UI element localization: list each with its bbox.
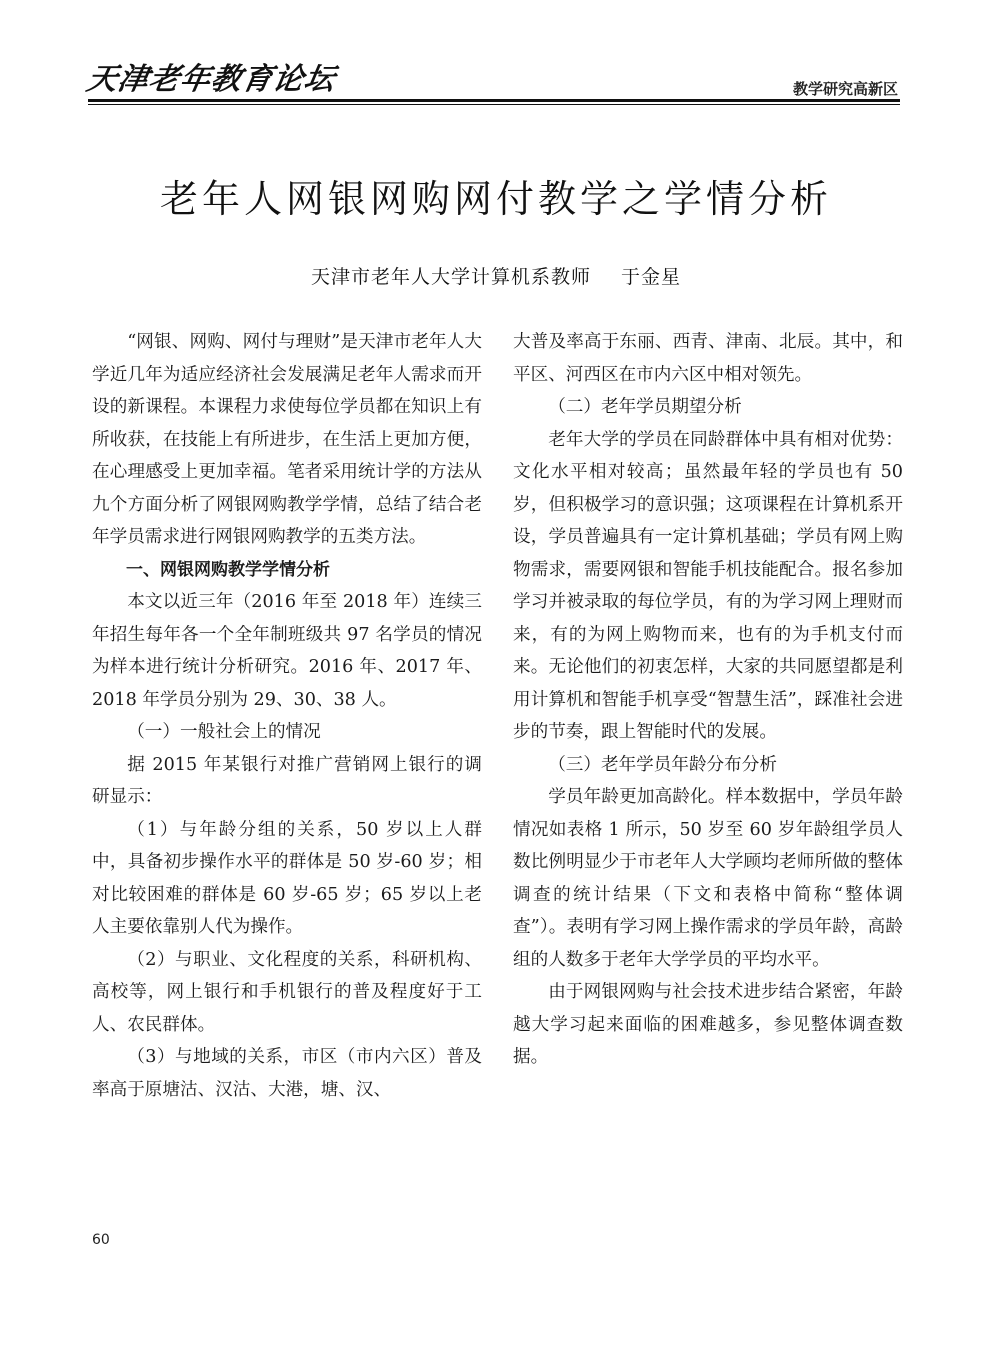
paragraph-region-relation: （3）与地域的关系，市区（市内六区）普及率高于原塘沽、汉沽、大港，塘、汉、 [92, 1047, 482, 1100]
paragraph-sample: 本文以近三年（2016 年至 2018 年）连续三年招生每年各一个全年制班级共 97 名学员的情况为样本进行统计分析研究。2016 年、2017 年、2018 年学员分别为 29、30、38 人。 [92, 592, 482, 710]
header-rule-thin [88, 104, 900, 105]
paragraph-intro: “网银、网购、网付与理财”是天津市老年人大学近几年为适应经济社会发展满足老年人需求而开设的新课程。本课程力求使每位学员都在知识上有所收获，在技能上有所进步，在生活上更加方便，在心理感受上更加幸福。笔者采用统计学的方法从九个方面分析了网银网购教学学情，总结了结合老年学员需求进行网银网购教学的五类方法。 [92, 332, 482, 547]
author-name: 于金星 [621, 266, 682, 288]
paragraph-difficulty: 由于网银网购与社会技术进步结合紧密，年龄越大学习起来面临的困难越多，参见整体调查数据。 [513, 982, 903, 1067]
paragraph-region-continued: 大普及率高于东丽、西青、津南、北辰。其中，和平区、河西区在市内六区中相对领先。 [513, 332, 903, 385]
section-tag: 教学研究高新区 [792, 80, 898, 98]
subheading-expectations: （二）老年学员期望分析 [548, 397, 742, 417]
author-line [0, 262, 992, 289]
paragraph-expectations: 老年大学的学员在同龄群体中具有相对优势：文化水平相对较高；虽然最年轻的学员也有 50 岁，但积极学习的意识强；这项课程在计算机系开设，学员普遍具有一定计算机基础；学员有网上购物需求，需要网银和智能手机技能配合。报名参加学习并被录取的每位学员，有的为学习网上理财而来，有的为网上购物而来，也有的为手机支付而来。无论他们的初衷怎样，大家的共同愿望都是利用计算机和智能手机享受“智慧生活”，踩准社会进步的节奏，跟上智能时代的发展。 [513, 429, 903, 742]
page-number: 60 [92, 1232, 110, 1248]
subheading-general: （一）一般社会上的情况 [127, 722, 321, 742]
right-column [513, 326, 903, 1074]
paragraph-survey: 据 2015 年某银行对推广营销网上银行的调研显示： [92, 754, 482, 807]
article-title: 老年人网银网购网付教学之学情分析 [159, 177, 832, 221]
author-affiliation: 天津市老年人大学计算机系教师 [310, 266, 591, 288]
header-rule-thick [88, 99, 900, 102]
journal-logo: 天津老年教育论坛 [84, 62, 339, 97]
subheading-age-distribution: （三）老年学员年龄分布分析 [548, 754, 777, 775]
paragraph-occupation-relation: （2）与职业、文化程度的关系，科研机构、高校等，网上银行和手机银行的普及程度好于工人、农民群体。 [92, 949, 482, 1035]
left-column [92, 326, 482, 1106]
paragraph-age-distribution: 学员年龄更加高龄化。样本数据中，学员年龄情况如表格 1 所示，50 岁至 60 岁年龄组学员人数比例明显少于市老年人大学顾均老师所做的整体调查的统计结果（下文和表格中简称“整体调查”）。表明有学习网上操作需求的学员年龄，高龄组的人数多于老年大学学员的平均水平。 [513, 787, 903, 970]
paragraph-age-relation: （1）与年龄分组的关系，50 岁以上人群中，具备初步操作水平的群体是 50 岁-60 岁；相对比较困难的群体是 60 岁-65 岁；65 岁以上老人主要依靠别人代为操作。 [92, 819, 482, 937]
section-heading-1: 一、网银网购教学学情分析 [126, 559, 330, 580]
